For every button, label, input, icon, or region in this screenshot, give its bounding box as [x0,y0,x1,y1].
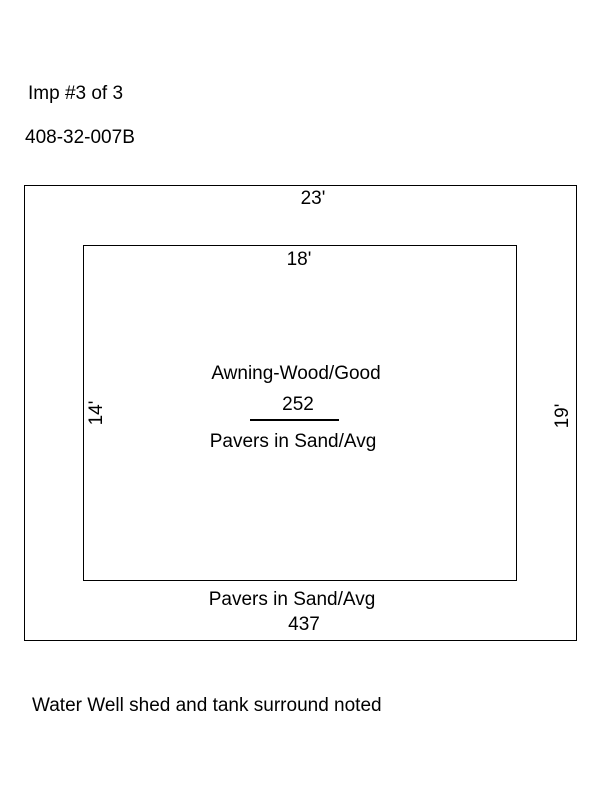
inner-area-label-top: Awning-Wood/Good [211,363,381,384]
outer-area-value: 437 [288,614,320,635]
inner-area-value: 252 [282,394,314,415]
outer-area-label: Pavers in Sand/Avg [208,589,376,610]
inner-left-dimension: 14' [86,400,107,426]
outer-top-dimension: 23' [300,188,326,209]
sketch-note: Water Well shed and tank surround noted [32,695,382,716]
inner-top-dimension: 18' [286,249,312,270]
area-divider-line [250,419,339,421]
inner-area-label-bottom: Pavers in Sand/Avg [209,431,377,452]
improvement-label: Imp #3 of 3 [28,83,124,104]
parcel-number: 408-32-007B [25,127,135,148]
outer-right-dimension: 19' [552,403,573,429]
